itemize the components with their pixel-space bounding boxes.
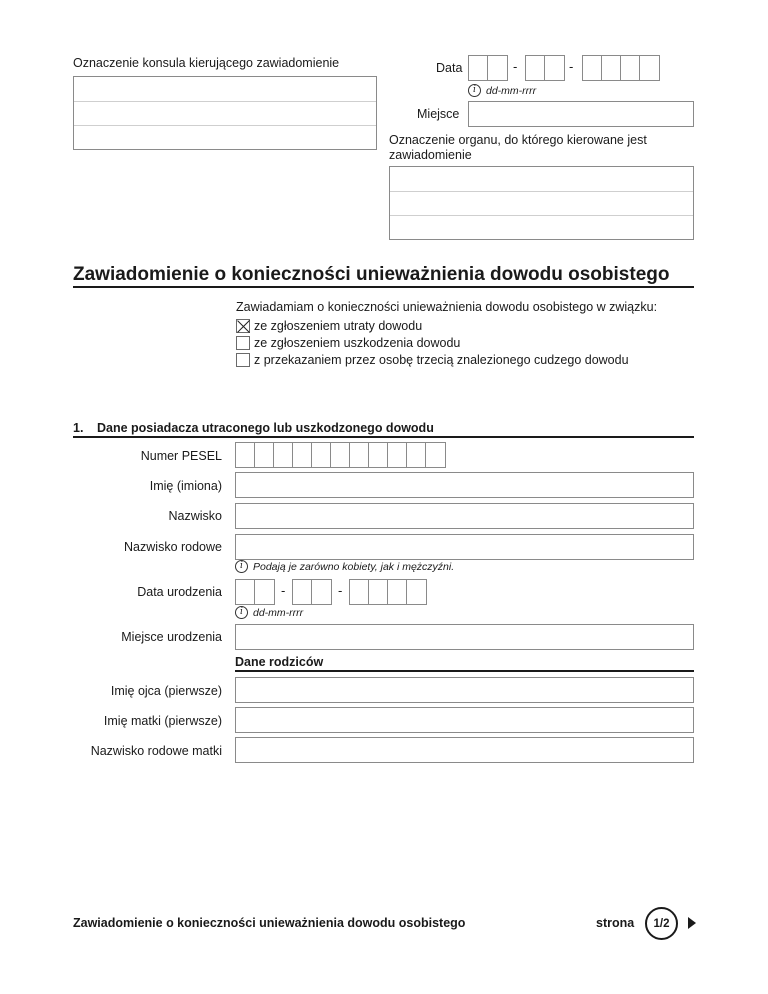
pesel-label: Numer PESEL: [140, 449, 222, 463]
section-title: Dane posiadacza utraconego lub uszkodzonego dowodu: [97, 421, 434, 435]
surname-label: Nazwisko: [168, 509, 222, 523]
place-label: Miejsce: [417, 107, 460, 121]
birth-place-label: Miejsce urodzenia: [121, 630, 222, 644]
digit-cell[interactable]: [293, 443, 312, 467]
page-number: 1/2: [653, 917, 670, 930]
mother-input[interactable]: [235, 707, 694, 733]
date-hint: [468, 84, 536, 97]
reason-option-label: z przekazaniem przez osobę trzecią znalezionego cudzego dowodu: [254, 353, 629, 367]
father-input[interactable]: [235, 677, 694, 703]
checkbox[interactable]: [236, 319, 250, 333]
footer-title: Zawiadomienie o konieczności unieważnienia dowodu osobistego: [73, 916, 466, 930]
reason-option-found[interactable]: [236, 353, 629, 367]
info-icon: i: [235, 560, 248, 573]
mother-family-label: Nazwisko rodowe matki: [90, 744, 222, 758]
reason-option-damage[interactable]: [236, 336, 460, 350]
digit-cell[interactable]: [602, 56, 621, 80]
digit-cell[interactable]: [545, 56, 564, 80]
family-name-input[interactable]: [235, 534, 694, 560]
family-name-label: Nazwisko rodowe: [124, 540, 222, 554]
consul-label: Oznaczenie konsula kierującego zawiadomienie: [73, 56, 340, 70]
parents-divider: [235, 670, 694, 672]
digit-cell[interactable]: [369, 443, 388, 467]
reason-option-loss[interactable]: [236, 319, 422, 333]
digit-cell[interactable]: [388, 580, 407, 604]
surname-input[interactable]: [235, 503, 694, 529]
consul-input-line: [74, 101, 376, 102]
digit-cell[interactable]: [312, 443, 331, 467]
digit-cell[interactable]: [236, 443, 255, 467]
mother-family-input[interactable]: [235, 737, 694, 763]
first-name-input[interactable]: [235, 472, 694, 498]
digit-cell[interactable]: [312, 580, 331, 604]
digit-cell[interactable]: [469, 56, 488, 80]
mother-label: Imię matki (pierwsze): [103, 714, 222, 728]
digit-cell[interactable]: [255, 443, 274, 467]
birth-day-input[interactable]: [235, 579, 275, 605]
next-page-icon[interactable]: [688, 917, 696, 929]
family-name-hint: [235, 560, 454, 573]
digit-cell[interactable]: [388, 443, 407, 467]
footer-page-word: strona: [596, 916, 635, 930]
digit-cell[interactable]: [407, 443, 426, 467]
birth-date-label: Data urodzenia: [137, 585, 222, 599]
birth-month-input[interactable]: [292, 579, 332, 605]
digit-cell[interactable]: [488, 56, 507, 80]
organ-input-line: [390, 215, 693, 216]
parents-title: Dane rodziców: [235, 655, 324, 669]
digit-cell[interactable]: [331, 443, 350, 467]
organ-label: Oznaczenie organu, do którego kierowane jest zawiadomienie: [389, 133, 647, 162]
title-divider: [73, 286, 694, 288]
date-separator: -: [338, 583, 343, 598]
digit-cell[interactable]: [621, 56, 640, 80]
family-name-hint-text: Podają je zarówno kobiety, jak i mężczyźni.: [253, 560, 455, 573]
info-icon: i: [235, 606, 248, 619]
birth-date-hint-text: dd-mm-rrrr: [253, 606, 304, 619]
digit-cell[interactable]: [350, 443, 369, 467]
digit-cell[interactable]: [350, 580, 369, 604]
digit-cell[interactable]: [583, 56, 602, 80]
birth-place-input[interactable]: [235, 624, 694, 650]
checkbox[interactable]: [236, 336, 250, 350]
digit-cell[interactable]: [274, 443, 293, 467]
reason-option-label: ze zgłoszeniem utraty dowodu: [254, 319, 423, 333]
date-day-input[interactable]: [468, 55, 508, 81]
page-title: Zawiadomienie o konieczności unieważnienia dowodu osobistego: [73, 264, 670, 285]
digit-cell[interactable]: [255, 580, 274, 604]
checkbox[interactable]: [236, 353, 250, 367]
organ-input[interactable]: [389, 166, 694, 240]
date-separator: -: [281, 583, 286, 598]
date-month-input[interactable]: [525, 55, 565, 81]
reason-intro: Zawiadamiam o konieczności unieważnienia dowodu osobistego w związku:: [236, 300, 658, 314]
page-indicator: [645, 907, 678, 940]
digit-cell[interactable]: [526, 56, 545, 80]
date-hint-text: dd-mm-rrrr: [486, 84, 537, 97]
section-divider: [73, 436, 694, 438]
place-input[interactable]: [468, 101, 694, 127]
pesel-input[interactable]: [235, 442, 446, 468]
digit-cell[interactable]: [236, 580, 255, 604]
date-separator: -: [569, 59, 574, 74]
reason-option-label: ze zgłoszeniem uszkodzenia dowodu: [254, 336, 461, 350]
organ-input-line: [390, 191, 693, 192]
digit-cell[interactable]: [426, 443, 445, 467]
date-separator: -: [513, 59, 518, 74]
birth-date-hint: [235, 606, 303, 619]
info-icon: i: [468, 84, 481, 97]
section-number: 1.: [73, 421, 84, 435]
digit-cell[interactable]: [640, 56, 659, 80]
date-label: Data: [436, 61, 463, 75]
digit-cell[interactable]: [369, 580, 388, 604]
first-name-label: Imię (imiona): [149, 479, 222, 493]
consul-input[interactable]: [73, 76, 377, 150]
consul-input-line: [74, 125, 376, 126]
father-label: Imię ojca (pierwsze): [110, 684, 222, 698]
digit-cell[interactable]: [407, 580, 426, 604]
date-year-input[interactable]: [582, 55, 660, 81]
digit-cell[interactable]: [293, 580, 312, 604]
birth-year-input[interactable]: [349, 579, 427, 605]
